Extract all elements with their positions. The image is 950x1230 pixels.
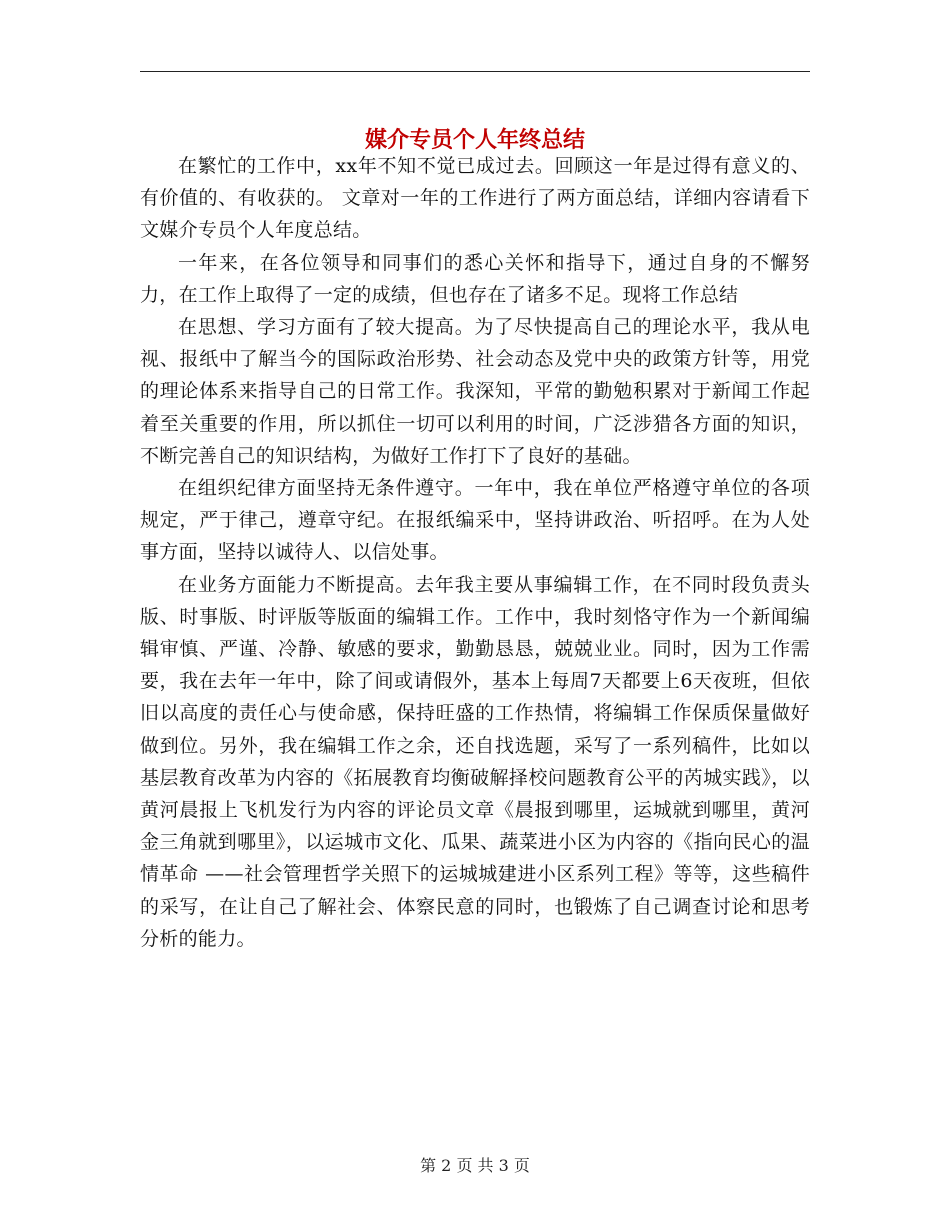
- paragraph-study: 在思想、学习方面有了较大提高。为了尽快提高自己的理论水平，我从电视、报纸中了解当今的国际政治形势、社会动态及党中央的政策方针等，用党的理论体系来指导自己的日常工作。我深知，平常的勤勉积累对于新闻工作起着至关重要的作用，所以抓住一切可以利用的时间，广泛涉猎各方面的知识，不断完善自己的知识结构，为做好工作打下了良好的基础。: [140, 316, 810, 467]
- paragraph-discipline: 在组织纪律方面坚持无条件遵守。一年中，我在单位严格遵守单位的各项规定，严于律己，遵章守纪。在报纸编采中，坚持讲政治、听招呼。在为人处事方面，坚持以诚待人、以信处事。: [140, 477, 810, 564]
- header-rule: [140, 71, 810, 72]
- document-title: 媒介专员个人年终总结: [364, 126, 585, 153]
- paragraph-business: 在业务方面能力不断提高。去年我主要从事编辑工作，在不同时段负责头版、时事版、时评版等版面的编辑工作。工作中，我时刻恪守作为一个新闻编辑审慎、严谨、冷静、敏感的要求，勤勤恳恳，兢兢业业。同时，因为工作需要，我在去年一年中，除了间或请假外，基本上每周7天都要上6天夜班，但依旧以高度的责任心与使命感，保持旺盛的工作热情，将编辑工作保质保量做好做到位。另外，我在编辑工作之余，还自找选题，采写了一系列稿件，比如以基层教育改革为内容的《拓展教育均衡破解择校问题教育公平的芮城实践》，以黄河晨报上飞机发行为内容的评论员文章《晨报到哪里，运城就到哪里，黄河金三角就到哪里》，以运城市文化、瓜果、蔬菜进小区为内容的《指向民心的温情革命 ——社会管理哲学关照下的运城城建进小区系列工程》等等，这些稿件的采写，在让自己了解社会、体察民意的同时，也锻炼了自己调查讨论和思考分析的能力。: [140, 573, 810, 950]
- document-body: [140, 150, 810, 955]
- paragraph-overview: 一年来，在各位领导和同事们的悉心关怀和指导下，通过自身的不懈努力，在工作上取得了一定的成绩，但也存在了诸多不足。现将工作总结: [140, 251, 810, 306]
- page-number: 第 2 页 共 3 页: [420, 1156, 530, 1175]
- paragraph-intro: 在繁忙的工作中，xx年不知不觉已成过去。回顾这一年是过得有意义的、有价值的、有收获的。 文章对一年的工作进行了两方面总结，详细内容请看下文媒介专员个人年度总结。: [140, 155, 810, 242]
